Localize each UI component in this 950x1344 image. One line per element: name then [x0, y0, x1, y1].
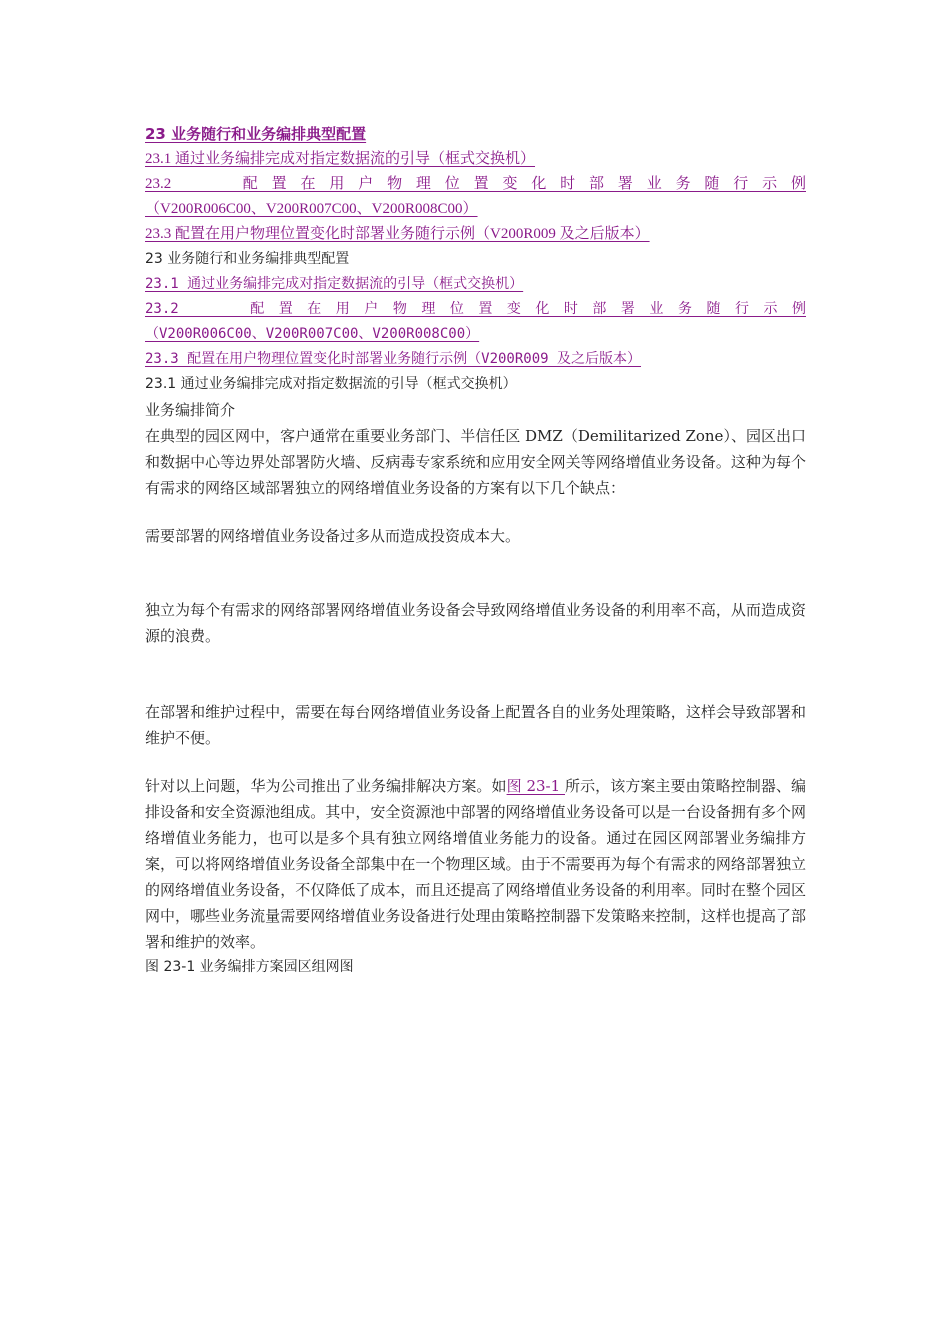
section-subheading: 业务编排简介 [145, 401, 236, 419]
intro-paragraph: 在典型的园区网中，客户通常在重要业务部门、半信任区 DMZ（Demilitarized Zone）、园区出口和数据中心等边界处部署防火墙、反病毒专家系统和应用安全网关等网络增值业务设备。这种为每个有需求的网络区域部署独立的网络增值业务设备的方案有以下几个缺点： [145, 427, 806, 497]
document-page [145, 122, 806, 980]
toc-item-23-2-versions-link[interactable]: （V200R006C00、V200R007C00、V200R008C00） [145, 201, 478, 217]
solution-text-before: 针对以上问题，华为公司推出了业务编排解决方案。如 [145, 777, 507, 795]
toc-item-23-3-link[interactable]: 23.3 配置在用户物理位置变化时部署业务随行示例（V200R009 及之后版本） [145, 226, 650, 242]
toc2-item-23-2-versions-link[interactable]: （V200R006C00、V200R007C00、V200R008C00） [145, 326, 480, 342]
solution-text-after: 所示，该方案主要由策略控制器、编排设备和安全资源池组成。其中，安全资源池中部署的网络增值业务设备可以是一台设备拥有多个网络增值业务能力，也可以是多个具有独立网络增值业务能力的设备。通过在园区网部署业务编排方案，可以将网络增值业务设备全部集中在一个物理区域。由于不需要再为每个有需求的网络部署独立的网络增值业务设备，不仅降低了成本，而且还提高了网络增值业务设备的利用率。同时在整个园区网中，哪些业务流量需要网络增值业务设备进行处理由策略控制器下发策略来控制，这样也提高了部署和维护的效率。 [145, 777, 806, 951]
section-heading: 23.1 通过业务编排完成对指定数据流的引导（框式交换机） [145, 376, 517, 392]
chapter-title: 23 业务随行和业务编排典型配置 [145, 251, 350, 267]
solution-paragraph [145, 773, 806, 955]
figure-caption: 图 23-1 业务编排方案园区组网图 [145, 959, 354, 975]
drawback-2: 独立为每个有需求的网络部署网络增值业务设备会导致网络增值业务设备的利用率不高，从而造成资源的浪费。 [145, 601, 806, 645]
toc-chapter-link[interactable]: 23 业务随行和业务编排典型配置 [145, 125, 367, 143]
figure-23-1-link[interactable]: 图 23-1 [506, 777, 565, 795]
toc2-item-23-1-link[interactable]: 23.1 通过业务编排完成对指定数据流的引导（框式交换机） [145, 276, 524, 292]
toc-item-23-2-link[interactable]: 23.2 配置在用户物理位置变化时部署业务随行示例 [145, 176, 806, 192]
toc-item-23-1-link[interactable]: 23.1 通过业务编排完成对指定数据流的引导（框式交换机） [145, 151, 536, 167]
drawback-1: 需要部署的网络增值业务设备过多从而造成投资成本大。 [145, 527, 521, 545]
toc2-item-23-3-link[interactable]: 23.3 配置在用户物理位置变化时部署业务随行示例（V200R009 及之后版本） [145, 351, 642, 367]
drawback-3: 在部署和维护过程中，需要在每台网络增值业务设备上配置各自的业务处理策略，这样会导致部署和维护不便。 [145, 703, 806, 747]
toc2-item-23-2-link[interactable]: 23.2 配置在用户物理位置变化时部署业务随行示例 [145, 301, 806, 317]
